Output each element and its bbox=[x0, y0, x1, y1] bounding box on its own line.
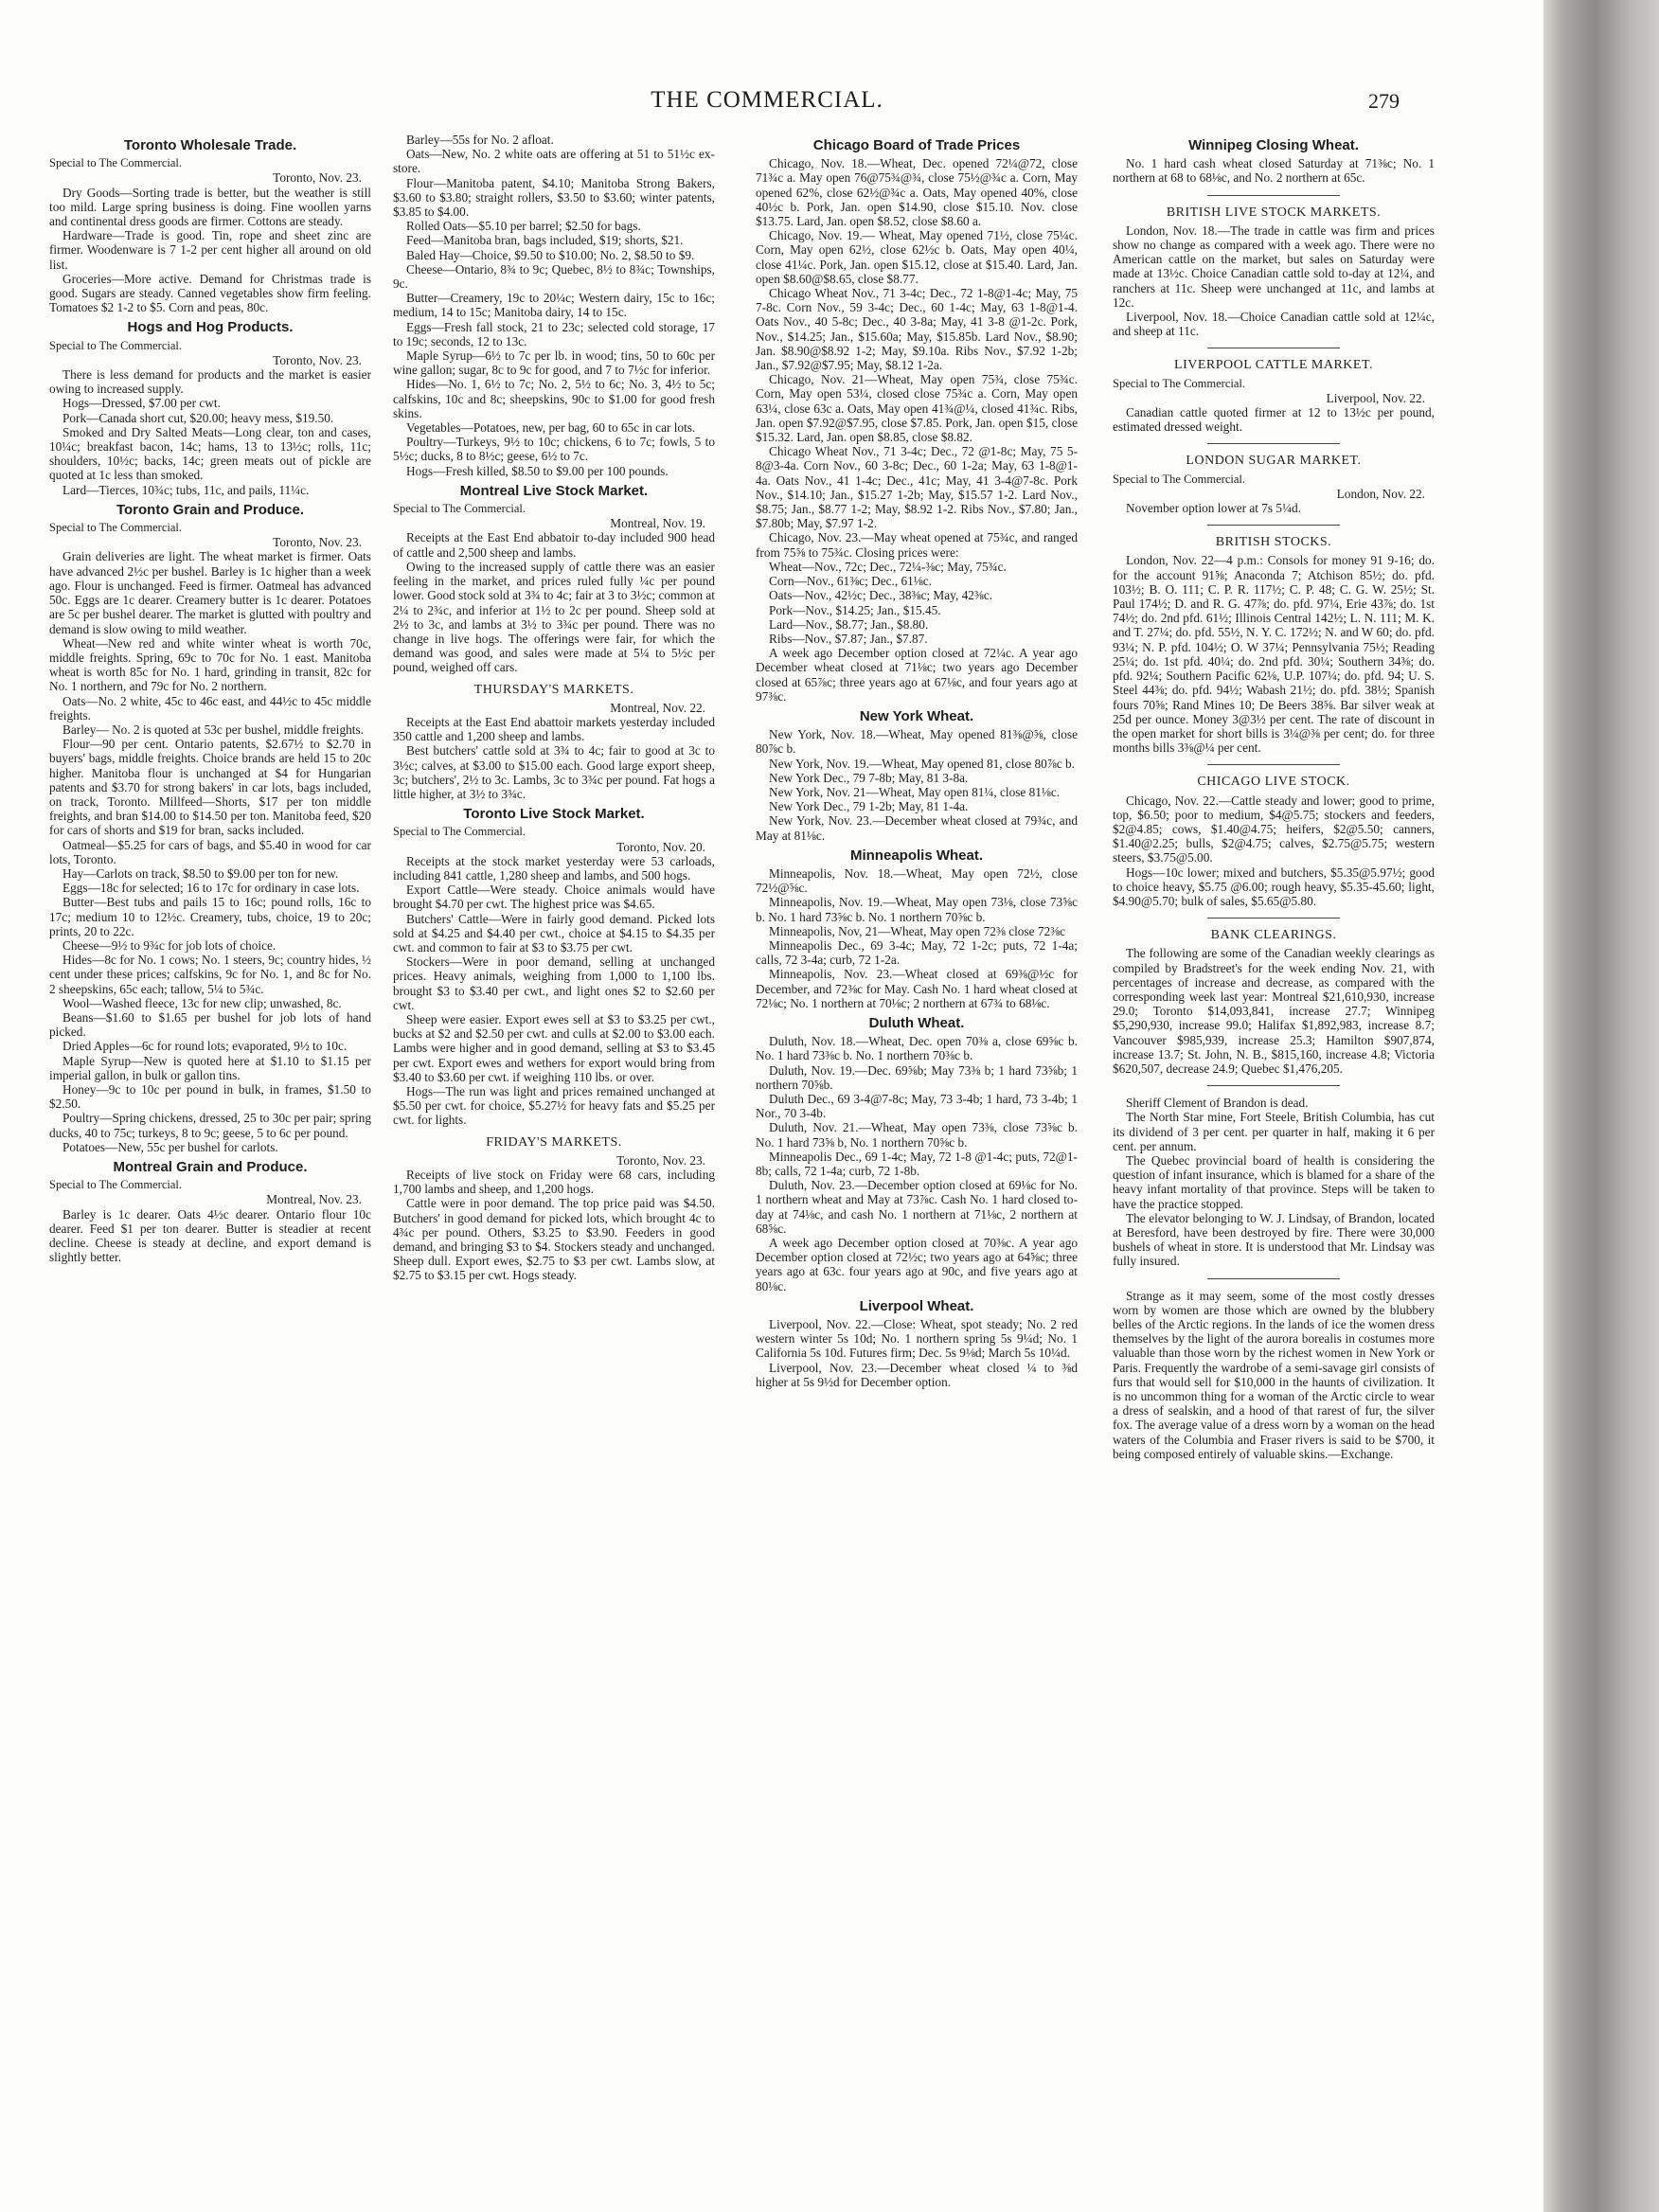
paragraph: Poultry—Turkeys, 9½ to 10c; chickens, 6 to 7c; fowls, 5 to 5½c; ducks, 8 to 8½c; geese, 6½ to 7c. bbox=[393, 435, 715, 464]
paragraph: Pork—Nov., $14.25; Jan., $15.45. bbox=[769, 602, 941, 617]
paragraph: Liverpool, Nov. 18.—Choice Canadian cattle sold at 12¼c, and sheep at 11c. bbox=[1113, 310, 1435, 339]
section-heading: Chicago Board of Trade Prices bbox=[812, 137, 1021, 153]
paragraph: Wool—Washed fleece, 13c for new clip; unwashed, 8c. bbox=[62, 995, 342, 1010]
dateline: Toronto, Nov. 23. bbox=[616, 1152, 705, 1168]
paragraph: Chicago, Nov. 22.—Cattle steady and lower; good to prime, top, $6.50; poor to medium, $4@5.75; stockers and feeders, $2@4.85; cows, $1.40@4.75; heifers, $2@5.50; canners, $1.40@2.25; bulls, $2@4.75; calves, $2.75@5.75; western steers, $3.75@5.00. bbox=[1113, 793, 1435, 865]
paragraph: London, Nov. 22—4 p.m.: Consols for money 91 9-16; do. for the account 91⅝; Anaconda 7; Atchison 85½; do. pfd. 103½; B. O. 111; C. P. R. 117½; C. P. 48; C. G. W. 25½; St. Paul 174½; D. and R. G. 47⅞; do. pfd. 97¼, Erie 43⅞; do. 1st 74½; do. 2nd pfd. 61½; Illinois Central 142½; L. N. 111; M. K. and T. 27¼; do. pfd. 55½, N. Y. C. 172½; N. and W 60; do. pfd. 93¼; N. P. pfd. 104½; O. W 37¼; Pennsylvania 75½; Reading 25¼; do. 1st pfd. 40¼; do. 2nd pfd. 30¼; Southern 34⅜; do. pfd. 92¼; Southern Pacific 62⅛, U.P. 107¼; do. pfd. 94; U. S. Steel 44⅜; do. pfd. 94½; Wabash 21½; do. pfd. 38½; Spanish fours 70⅝; Rand Mines 10; De Beers 38⅝. Bar silver weak at 25d per ounce. Money 3@3½ per cent. The rate of discount in the open market for short bills is 3¼@⅜ per cent; do. for three months bills 3⅜@¼ per cent. bbox=[1113, 553, 1435, 756]
paragraph: Strange as it may seem, some of the most costly dresses worn by women are those which are owned by the blubbery belles of the Arctic regions. In the lands of ice the women dress themselves by the light of the aurora borealis in costumes more valuable than those worn by the richest women in New York or Paris. Frequently the wardrobe of a semi-savage girl consists of furs that would sell for $10,000 in the haunts of civilization. It is no uncommon thing for a woman of the Arctic circle to wear a dress of sealskin, and a hood of that rarest of fur, the silver fox. The average value of a dress worn by a woman on the head waters of the Columbia and Fraser rivers is said to be $700, it being composed entirely of valuable skins.—Exchange. bbox=[1113, 1288, 1435, 1461]
paragraph: Flour—Manitoba patent, $4.10; Manitoba Strong Bakers, $3.60 to $3.80; straight rollers, $3.50 to $3.60; winter patents, $3.85 to $4.00. bbox=[393, 175, 715, 220]
paragraph: The following are some of the Canadian weekly clearings as compiled by Bradstreet's for the week ending Nov. 21, with percentages of increase and decrease, as compared with the corresponding week last year: Montreal $21,610,930, increase 29.0; Toronto $14,093,841, increase 27.7; Winnipeg $5,290,930, increase 99.0; Halifax $1,892,983, increase 8.7; Vancouver $985,939, increase 25.3; Hamilton $907,874, increase 13.7; St. John, N. B., $815,160, increase 4.8; Victoria $620,507, decrease 24.9; Quebec $1,476,205. bbox=[1113, 946, 1435, 1076]
paragraph: Butter—Best tubs and pails 15 to 16c; pound rolls, 16c to 17c; medium 10 to 12½c. Creamery, tubs, choice, 19 to 20c; prints, 20 to 22c. bbox=[49, 895, 371, 938]
paragraph: Poultry—Spring chickens, dressed, 25 to 30c per pair; spring ducks, 40 to 75c; turkeys, 8 to 9c; geese, 5 to 6c per pound. bbox=[49, 1111, 371, 1140]
paragraph: Flour—90 per cent. Ontario patents, $2.67½ to $2.70 in buyers' bags, middle freights. Choice brands are held 15 to 20c higher. Manitoba flour is unchanged at $4 for Hungarian patents and $3.70 for strong bakers' in car lots, bags included, on track, Toronto. Millfeed—Shorts, $17 per ton middle freights, and bran $14.00 to $14.50 per ton. Manitoba feed, $20 for cars of shorts and $19 for bran, sacks included. bbox=[49, 737, 371, 838]
paragraph: Lard—Tierces, 10¾c; tubs, 11c, and pails, 11¼c. bbox=[62, 482, 310, 497]
paragraph: Wheat—Nov., 72c; Dec., 72¼-⅜c; May, 75¾c. bbox=[769, 559, 1007, 574]
paragraph: New York, Nov. 18.—Wheat, May opened 81⅜@⅝, close 80⅞c b. bbox=[756, 727, 1078, 757]
paragraph: Smoked and Dry Salted Meats—Long clear, ton and cases, 10¼c; breakfast bacon, 14c; hams, 13 to 13½c; rolls, 11c; shoulders, 10½c; backs, 14c; green meats out of pickle are quoted at 1c less than smoked. bbox=[49, 424, 371, 483]
paragraph: Liverpool, Nov. 23.—December wheat closed ¼ to ⅜d higher at 5s 9½d for December option. bbox=[756, 1360, 1078, 1389]
section-heading: Toronto Wholesale Trade. bbox=[123, 137, 297, 153]
paragraph: Oats—No. 2 white, 45c to 46c east, and 44½c to 45c middle freights. bbox=[49, 693, 371, 722]
paragraph: Barley is 1c dearer. Oats 4½c dearer. Ontario flour 10c dearer. Feed $1 per ton dearer. Butter is steadier at recent decline. Cheese is steady at decline, and export demand is slightly better. bbox=[49, 1206, 371, 1265]
paragraph: The elevator belonging to W. J. Lindsay, of Brandon, located at Beresford, have been destroyed by fire. There were 30,000 bushels of wheat in store. It is understood that Mr. Lindsay was fully insured. bbox=[1113, 1210, 1435, 1269]
paragraph: Cheese—9½ to 9¾c for job lots of choice. bbox=[62, 937, 276, 953]
paragraph: Chicago, Nov. 19.— Wheat, May opened 71½, close 75¼c. Corn, May open 62½, close 62½c b. Oats, May open 40¼, close 41¼c. Pork, Jan. open $15.12, close at $15.40. Lard, Jan. open $8.60@$8.65, close $8.77. bbox=[756, 228, 1078, 286]
paragraph: Duluth, Nov. 19.—Dec. 69⅝b; May 73⅜ b; 1 hard 73⅝b; 1 northern 70⅝b. bbox=[756, 1062, 1078, 1092]
paragraph: Groceries—More active. Demand for Christmas trade is good. Sugars are steady. Canned vegetables show firm feeling. Tomatoes $2 1-2 to $5. Corn and peas, 80c. bbox=[49, 271, 371, 315]
divider bbox=[1207, 1085, 1340, 1086]
paragraph: Pork—Canada short cut, $20.00; heavy mess, $19.50. bbox=[62, 410, 334, 425]
paragraph: Hogs—Fresh killed, $8.50 to $9.00 per 100 pounds. bbox=[406, 463, 669, 478]
paragraph: A week ago December option closed at 70⅜c. A year ago December option closed at 72½c; two years ago at 64⅝c; three years ago at 63c. four years ago at 90c, and five years ago at 80⅛c. bbox=[756, 1236, 1078, 1293]
paragraph: There is less demand for products and the market is easier owing to increased supply. bbox=[49, 367, 371, 397]
section-heading: Toronto Grain and Produce. bbox=[116, 501, 305, 518]
paragraph: Chicago, Nov. 21—Wheat, May open 75¾, close 75¾c. Corn, May open 53¼, closed close 75¾c a. Corn, May open 63¼, close 63c a. Oats, May open 41¾@¼, closed 41¾c. Ribs, Jan. open $7.92@$7.95, close $7.85. Pork, Jan. open $15, close $15.32. Lard, Jan. open $8.85, close $8.82. bbox=[756, 372, 1078, 445]
paragraph: Receipts at the stock market yesterday were 53 carloads, including 841 cattle, 1,280 sheep and lambs, and 500 hogs. bbox=[393, 853, 715, 883]
paragraph: Eggs—Fresh fall stock, 21 to 23c; selected cold storage, 17 to 19c; seconds, 12 to 13c. bbox=[393, 319, 715, 348]
paragraph: London, Nov. 18.—The trade in cattle was firm and prices show no change as compared with a week ago. There were no American cattle on the market, but sales on Saturday were made at 13½c. Choice Canadian cattle sold to-day at 12¼, and ranchers at 11c. Sheep were unchanged at 11c, and lambs at 12c. bbox=[1113, 223, 1435, 310]
special-line: Special to The Commercial. bbox=[49, 156, 183, 170]
section-heading: Winnipeg Closing Wheat. bbox=[1188, 137, 1359, 153]
section-heading: Toronto Live Stock Market. bbox=[463, 806, 645, 823]
paragraph: Hay—Carlots on track, $8.50 to $9.00 per ton for new. bbox=[62, 865, 339, 881]
paragraph: Butter—Creamery, 19c to 20¼c; Western dairy, 15c to 16c; medium, 14 to 15c; Manitoba dairy, 14 to 15c. bbox=[393, 291, 715, 320]
section-heading-caps: FRIDAY'S MARKETS. bbox=[486, 1134, 622, 1150]
paragraph: Beans—$1.60 to $1.65 per bushel for job lots of hand picked. bbox=[49, 1009, 371, 1040]
paragraph: Ribs—Nov., $7.87; Jan., $7.87. bbox=[769, 631, 928, 646]
paragraph: Minneapolis, Nov. 18.—Wheat, May open 72½, close 72½@⅝c. bbox=[756, 865, 1078, 896]
dateline: Montreal, Nov. 22. bbox=[610, 700, 705, 715]
paragraph: New York, Nov. 21—Wheat, May open 81¼, close 81⅛c. bbox=[769, 784, 1061, 799]
paragraph: Feed—Manitoba bran, bags included, $19; shorts, $21. bbox=[406, 233, 684, 248]
special-line: Special to The Commercial. bbox=[393, 502, 526, 516]
paragraph: Dry Goods—Sorting trade is better, but the weather is still too mild. Large spring business is doing. Fine woollen yarns and continental dress goods are firmer. Cottons are steady. bbox=[49, 185, 371, 229]
paragraph: Hardware—Trade is good. Tin, rope and sheet zinc are firmer. Woodenware is 7 1-2 per cent higher all around on old list. bbox=[49, 228, 371, 272]
paragraph: Hides—8c for No. 1 cows; No. 1 steers, 9c; country hides, ½ cent under these prices; calfskins, 9c for No. 1, and 8c for No. 2 sheepskins, 65c each; tallow, 5¼ to 5¾c. bbox=[49, 953, 371, 996]
paragraph: Sheep were easier. Export ewes sell at $3 to $3.25 per cwt., bucks at $2 and $2.50 per cwt. and culls at $2.00 to $3.00 each. Lambs were higher and in good demand, selling at $3 to $3.45 per cwt. Export ewes and wethers for export would bring from $3.40 to $3.60 per cwt. if weighing 110 lbs. or over. bbox=[393, 1011, 715, 1084]
paragraph: Grain deliveries are light. The wheat market is firmer. Oats have advanced 2½c per bushel. Barley is 1c higher than a week ago. Flour is unchanged. Feed is firmer. Oatmeal has advanced 50c. Eggs are 1c dearer. Creamery butter is 1c dearer. Potatoes are 5c per bushel dearer. The market is glutted with poultry and demand is slow owing to mild weather. bbox=[49, 549, 371, 636]
section-heading-caps: LIVERPOOL CATTLE MARKET. bbox=[1174, 358, 1373, 373]
paragraph: November option lower at 7s 5¼d. bbox=[1126, 501, 1302, 516]
paragraph: Minneapolis Dec., 69 1-4c; May, 72 1-8 @1-4c; puts, 72@1-8b; calls, 72 1-4a; curb, 72 1-8b. bbox=[756, 1149, 1078, 1179]
paragraph: Potatoes—New, 55c per bushel for carlots. bbox=[62, 1139, 278, 1154]
section-heading-caps: THURSDAY'S MARKETS. bbox=[473, 682, 634, 697]
paragraph: Owing to the increased supply of cattle there was an easier feeling in the market, and prices ruled fully ¼c per pound lower. Good stock sold at 3¾ to 4c; fair at 3 to 3½c; common at 2¼ to 2¾c, and inferior at 1½ to 2c per pound. Sheep sold at 2½ to 3c, and lambs at 3½ to 3¾c per pound. There was no change in live hogs. The offerings were fair, for which the demand was good, and sales were made at 5¼ to 5½c per pound, weighed off cars. bbox=[393, 559, 715, 675]
section-heading: Duluth Wheat. bbox=[868, 1014, 965, 1031]
dateline: Liverpool, Nov. 22. bbox=[1326, 390, 1425, 405]
paragraph: The North Star mine, Fort Steele, British Columbia, has cut its dividend of 3 per cent. per quarter in half, making it 6 per cent. per annum. bbox=[1113, 1110, 1435, 1153]
paragraph: Oats—New, No. 2 white oats are offering at 51 to 51½c ex-store. bbox=[393, 147, 715, 176]
section-heading: Liverpool Wheat. bbox=[859, 1297, 974, 1314]
paragraph: Cattle were in poor demand. The top price paid was $4.50. Butchers' in good demand for picked lots, which brought 4c to 4¾c per pound. Others, $3.25 to $3.90. Feeders in good demand, and bringing $3 to $4. Stockers steady and unchanged. Sheep dull. Export ewes, $2.75 to $3 per cwt. Lambs slow, at $2.75 to $3.15 per cwt. Hogs steady. bbox=[393, 1196, 715, 1283]
paragraph: Minneapolis, Nov, 21—Wheat, May open 72⅜ close 72⅜c bbox=[769, 923, 1066, 938]
special-line: Special to The Commercial. bbox=[393, 825, 526, 839]
section-heading: Montreal Live Stock Market. bbox=[459, 482, 649, 499]
special-line: Special to The Commercial. bbox=[49, 1178, 183, 1192]
paragraph: Vegetables—Potatoes, new, per bag, 60 to 65c in car lots. bbox=[406, 420, 696, 436]
paragraph: Baled Hay—Choice, $9.50 to $10.00; No. 2, $8.50 to $9. bbox=[406, 247, 695, 262]
paragraph: No. 1 hard cash wheat closed Saturday at 71⅜c; No. 1 northern at 68 to 68⅛c, and No. 2 northern at 65c. bbox=[1113, 156, 1435, 186]
section-heading: Minneapolis Wheat. bbox=[849, 847, 983, 864]
paragraph: Receipts at the East End abattoir markets yesterday included 350 cattle and 1,200 sheep and lambs. bbox=[393, 714, 715, 744]
section-heading: Montreal Grain and Produce. bbox=[113, 1159, 308, 1176]
section-heading: New York Wheat. bbox=[859, 707, 974, 724]
paragraph: Chicago, Nov. 18.—Wheat, Dec. opened 72¼@72, close 71¾c a. May open 76@75¾@¾, close 75½@¾c a. Corn, May opened 62%, close 62½@¾c a. Oats, May opened 40%, close 40½c b. Pork, Jan. open $14.90, close $15.10. Nov. close $13.75. Lard, Jan. open $8.52, close $8.60 a. bbox=[756, 156, 1078, 229]
dateline: London, Nov. 22. bbox=[1336, 486, 1425, 501]
paragraph: Sheriff Clement of Brandon is dead. bbox=[1126, 1096, 1309, 1111]
paragraph: Rolled Oats—$5.10 per barrel; $2.50 for bags. bbox=[406, 219, 641, 234]
paragraph: Lard—Nov., $8.77; Jan., $8.80. bbox=[769, 616, 929, 632]
paragraph: New York, Nov. 23.—December wheat closed at 79¾c, and May at 81⅛c. bbox=[756, 813, 1078, 843]
paragraph: Barley— No. 2 is quoted at 53c per bushel, middle freights. bbox=[62, 722, 364, 737]
paragraph: Chicago Wheat Nov., 71 3-4c; Dec., 72 1-8@1-4c; May, 75 7-8c. Corn Nov., 59 3-4c; Dec., 60 1-4c; May, 63 1-8@1-4. Oats Nov., 40 5-8c; Dec., 40 3-8a; May, 41 3-8 @1-2c. Pork, Nov., $14.25; Jan., $15.60a; May, $15.85b. Lard Nov., $8.90; Jan. $8.90@$8.92 1-2; May, $9.10a. Ribs Nov., $7.92 1-2b; Jan., $7.92@$7.95; May, $8.12 1-2a. bbox=[756, 286, 1078, 373]
paragraph: Duluth Dec., 69 3-4@7-8c; May, 73 3-4b; 1 hard, 73 3-4b; 1 Nor., 70 3-4b. bbox=[756, 1092, 1078, 1121]
paragraph: Maple Syrup—6½ to 7c per lb. in wood; tins, 50 to 60c per wine gallon; sugar, 8c to 9c for good, and 7 to 7½c for inferior. bbox=[393, 348, 715, 378]
paragraph: Canadian cattle quoted firmer at 12 to 13½c per pound, estimated dressed weight. bbox=[1113, 405, 1435, 435]
paragraph: Duluth, Nov. 18.—Wheat, Dec. open 70⅜ a, close 69⅝c b. No. 1 hard 73⅜c b. No. 1 northern 70⅜c b. bbox=[756, 1034, 1078, 1063]
paragraph: Oatmeal—$5.25 for cars of bags, and $5.40 in wood for car lots, Toronto. bbox=[49, 837, 371, 866]
column-3 bbox=[756, 133, 1078, 2187]
divider bbox=[1207, 1278, 1340, 1279]
divider bbox=[1207, 525, 1340, 526]
section-heading-caps: LONDON SUGAR MARKET. bbox=[1186, 454, 1362, 469]
paragraph: Minneapolis Dec., 69 3-4c; May, 72 1-2c; puts, 72 1-4a; calls, 72 3-4a; curb, 72 1-2a. bbox=[756, 937, 1078, 968]
column-1 bbox=[49, 133, 371, 2187]
dateline: Toronto, Nov. 23. bbox=[273, 170, 362, 186]
paragraph: Honey—9c to 10c per pound in bulk, in frames, $1.50 to $2.50. bbox=[49, 1082, 371, 1112]
paragraph: Receipts at the East End abbatoir to-day included 900 head of cattle and 2,500 sheep and lambs. bbox=[393, 530, 715, 560]
paragraph: Receipts of live stock on Friday were 68 cars, including 1,700 lambs and sheep, and 1,200 hogs. bbox=[393, 1168, 715, 1197]
paragraph: New York Dec., 79 7-8b; May, 81 3-8a. bbox=[769, 770, 969, 785]
paragraph: Cheese—Ontario, 8¾ to 9c; Quebec, 8½ to 8¾c; Townships, 9c. bbox=[393, 261, 715, 292]
special-line: Special to The Commercial. bbox=[1113, 376, 1246, 390]
page-number: 279 bbox=[1368, 89, 1400, 113]
paragraph: Best butchers' cattle sold at 3¾ to 4c; fair to good at 3c to 3½c; calves, at $3.00 to $15.00 each. Good large export sheep, 3c; butchers', 2½ to 3c. Lambs, 3c to 3¾c per pound. Fat hogs a little higher, at 3½ to 3¾c. bbox=[393, 743, 715, 801]
column-2 bbox=[393, 133, 715, 2187]
divider bbox=[1207, 918, 1340, 919]
paragraph: Corn—Nov., 61⅜c; Dec., 61⅛c. bbox=[769, 574, 932, 589]
publication-title: THE COMMERCIAL. bbox=[651, 87, 883, 113]
paragraph: Minneapolis, Nov. 23.—Wheat closed at 69⅜@½c for December, and 72⅜c for May. Cash No. 1 hard wheat closed at 72⅛c; No. 1 northern at 70⅛c; 2 northern at 67¾ to 68⅛c. bbox=[756, 967, 1078, 1010]
paragraph: Hogs—Dressed, $7.00 per cwt. bbox=[62, 396, 221, 411]
special-line: Special to The Commercial. bbox=[49, 338, 183, 352]
paragraph: Duluth, Nov. 23.—December option closed at 69⅛c for No. 1 northern wheat and May at 73⅞c. Cash No. 1 hard closed to-day at 74⅛c, and cash No. 1 northern at 71⅛c, 2 northern at 68⅝c. bbox=[756, 1178, 1078, 1236]
paragraph: Hides—No. 1, 6½ to 7c; No. 2, 5½ to 6c; No. 3, 4½ to 5c; calfskins, 10c and 8c; sheepskins, 90c to $1.00 for good fresh skins. bbox=[393, 377, 715, 420]
paragraph: Chicago Wheat Nov., 71 3-4c; Dec., 72 @1-8c; May, 75 5-8@3-4a. Corn Nov., 60 3-8c; Dec., 60 1-2a; May, 63 1-8@1-4a. Oats Nov., 41 1-4c; Dec., 41c; May, 41 3-4@7-8c. Pork Nov., $14.10; Jan., $15.27 1-2b; May, $15.57 1-2. Lard Nov., $8.75; Jan., $8.77 1-2; May, $8.92 1-2. Ribs Nov., $7.80; Jan., $7.80b; May, $7.97 1-2. bbox=[756, 444, 1078, 531]
special-line: Special to The Commercial. bbox=[1113, 472, 1246, 486]
special-line: Special to The Commercial. bbox=[49, 521, 183, 535]
paragraph: Export Cattle—Were steady. Choice animals would have brought $4.70 per cwt. The highest price was $4.65. bbox=[393, 883, 715, 912]
section-heading-caps: CHICAGO LIVE STOCK. bbox=[1197, 775, 1350, 790]
paragraph: Wheat—New red and white winter wheat is worth 70c, middle freights. Spring, 69c to 70c for No. 1 east. Manitoba wheat is worth 85c for No. 1 hard, grinding in transit, 82c for No. 1 northern, and 79c for No. 2 northern. bbox=[49, 635, 371, 694]
paragraph: New York, Nov. 19.—Wheat, May opened 81, close 80⅞c b. bbox=[769, 756, 1076, 771]
divider bbox=[1207, 764, 1340, 765]
paragraph: Chicago, Nov. 23.—May wheat opened at 75¾c, and ranged from 75⅝ to 75¾c. Closing prices were: bbox=[756, 530, 1078, 560]
paragraph: New York Dec., 79 1-2b; May, 81 1-4a. bbox=[769, 799, 969, 814]
paragraph: Hogs—10c lower; mixed and butchers, $5.35@5.97½; good to choice heavy, $5.75 @6.00; rough heavy, $5.35-45.60; light, $4.90@5.70; bulk of sales, $5.65@5.80. bbox=[1113, 865, 1435, 908]
paragraph: Dried Apples—6c for round lots; evaporated, 9½ to 10c. bbox=[62, 1039, 348, 1054]
paragraph: Minneapolis, Nov. 19.—Wheat, May open 73⅛, close 73⅝c b. No. 1 hard 73⅝c b. No. 1 northern 70⅝c b. bbox=[756, 895, 1078, 924]
section-heading-caps: BRITISH STOCKS. bbox=[1215, 535, 1332, 550]
paragraph: Oats—Nov., 42½c; Dec., 38⅜c; May, 42⅜c. bbox=[769, 588, 993, 603]
paragraph: Liverpool, Nov. 22.—Close: Wheat, spot steady; No. 2 red western winter 5s 10d; No. 1 northern spring 5s 9¼d; No. 1 California 5s 10d. Futures firm; Dec. 5s 9⅛d; March 5s 10¼d. bbox=[756, 1317, 1078, 1361]
paragraph: Duluth, Nov. 21.—Wheat, May open 73⅜, close 73⅝c b. No. 1 hard 73⅝ b, No. 1 northern 70⅝c b. bbox=[756, 1120, 1078, 1150]
book-binding-edge bbox=[1543, 0, 1659, 2212]
paragraph: Eggs—18c for selected; 16 to 17c for ordinary in case lots. bbox=[62, 881, 360, 896]
section-heading: Hogs and Hog Products. bbox=[127, 319, 294, 336]
section-heading-caps: BRITISH LIVE STOCK MARKETS. bbox=[1166, 205, 1382, 220]
paragraph: Stockers—Were in poor demand, selling at unchanged prices. Heavy animals, weighing from 1,000 to 1,100 lbs. brought $3 to $3.40 per cwt., and light ones $2 to $2.60 per cwt. bbox=[393, 954, 715, 1012]
paragraph: Barley—55s for No. 2 afloat. bbox=[406, 133, 554, 147]
paragraph: A week ago December option closed at 72¼c. A year ago December wheat closed at 71⅛c; two years ago December closed at 65⅞c; three years ago at 67⅛c, and four years ago at 97⅜c. bbox=[756, 646, 1078, 704]
column-4 bbox=[1113, 133, 1435, 2187]
divider bbox=[1207, 443, 1340, 444]
paragraph: The Quebec provincial board of health is considering the question of infant insurance, which is blamed for a share of the heavy infant mortality of that province. Steps will be taken to have the practice stopped. bbox=[1113, 1152, 1435, 1211]
dateline: Montreal, Nov. 19. bbox=[610, 516, 705, 531]
paragraph: Butchers' Cattle—Were in fairly good demand. Picked lots sold at $4.25 and $4.40 per cwt., choice at $4.15 to $4.35 per cwt. and common to fair at $3 to $3.75 per cwt. bbox=[393, 911, 715, 954]
paragraph: Maple Syrup—New is quoted here at $1.10 to $1.15 per imperial gallon, in bulk or gallon tins. bbox=[49, 1053, 371, 1082]
dateline: Toronto, Nov. 23. bbox=[273, 352, 362, 367]
masthead bbox=[0, 87, 1543, 121]
paragraph: Hogs—The run was light and prices remained unchanged at $5.50 per cwt. for choice, $5.27½ for heavy fats and $5.25 per cwt. for lights. bbox=[393, 1084, 715, 1128]
dateline: Montreal, Nov. 23. bbox=[266, 1192, 362, 1207]
dateline: Toronto, Nov. 23. bbox=[273, 535, 362, 550]
section-heading-caps: BANK CLEARINGS. bbox=[1210, 928, 1337, 943]
dateline: Toronto, Nov. 20. bbox=[616, 839, 705, 854]
divider bbox=[1207, 195, 1340, 196]
